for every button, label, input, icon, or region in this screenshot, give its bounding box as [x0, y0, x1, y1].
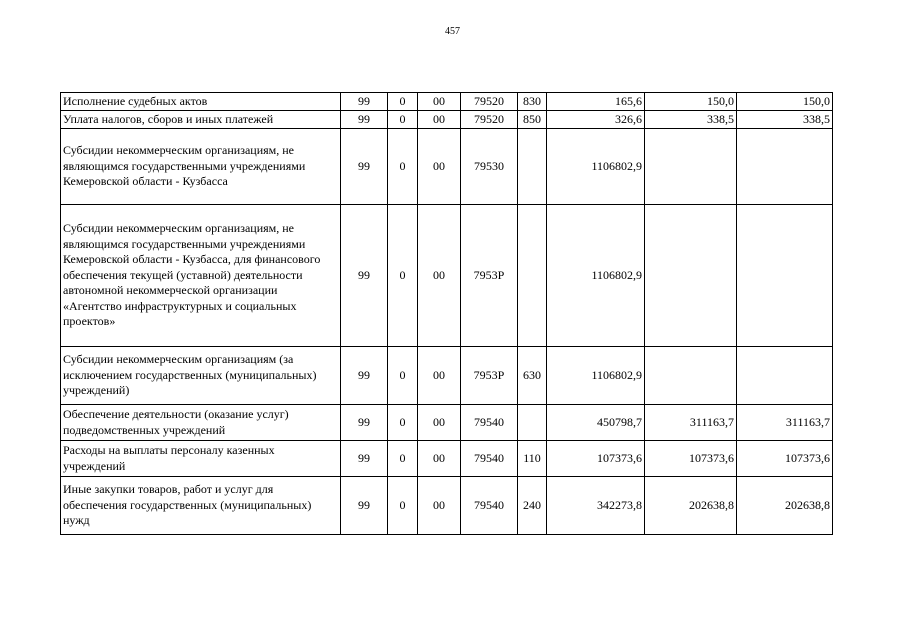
code-3: 00	[418, 93, 461, 111]
code-5	[518, 129, 547, 205]
table-row	[61, 129, 833, 205]
code-1: 99	[341, 441, 388, 477]
value-3: 107373,6	[737, 441, 833, 477]
code-5: 240	[518, 477, 547, 535]
code-4: 79540	[461, 441, 518, 477]
table-row	[61, 405, 833, 441]
code-4: 79540	[461, 405, 518, 441]
row-name: Субсидии некоммерческим организациям (за исключением государственных (муниципальных) учреждений)	[61, 347, 341, 405]
code-1: 99	[341, 129, 388, 205]
value-3: 150,0	[737, 93, 833, 111]
code-5: 110	[518, 441, 547, 477]
value-2	[645, 205, 737, 347]
code-5: 630	[518, 347, 547, 405]
code-3: 00	[418, 441, 461, 477]
value-1: 165,6	[547, 93, 645, 111]
code-3: 00	[418, 405, 461, 441]
row-name: Исполнение судебных актов	[61, 93, 341, 111]
code-2: 0	[388, 93, 418, 111]
code-2: 0	[388, 405, 418, 441]
row-name: Субсидии некоммерческим организациям, не являющимся государственными учреждениями Кемеровской области - Кузбасса, для финансового обеспечения текущей (уставной) деятельности автономной некоммерческой организации «Агентство инфраструктурных и социальных проектов»	[61, 205, 341, 347]
code-1: 99	[341, 347, 388, 405]
code-3: 00	[418, 111, 461, 129]
value-1: 107373,6	[547, 441, 645, 477]
value-1: 1106802,9	[547, 129, 645, 205]
table-row	[61, 347, 833, 405]
code-1: 99	[341, 405, 388, 441]
code-1: 99	[341, 477, 388, 535]
code-3: 00	[418, 477, 461, 535]
row-name: Уплата налогов, сборов и иных платежей	[61, 111, 341, 129]
value-2: 202638,8	[645, 477, 737, 535]
value-1: 326,6	[547, 111, 645, 129]
value-3: 202638,8	[737, 477, 833, 535]
code-4: 79540	[461, 477, 518, 535]
code-3: 00	[418, 347, 461, 405]
code-3: 00	[418, 205, 461, 347]
code-1: 99	[341, 93, 388, 111]
value-3: 338,5	[737, 111, 833, 129]
code-4: 79530	[461, 129, 518, 205]
value-2: 338,5	[645, 111, 737, 129]
value-3	[737, 129, 833, 205]
code-4: 7953Р	[461, 347, 518, 405]
code-1: 99	[341, 205, 388, 347]
code-5: 830	[518, 93, 547, 111]
page-number: 457	[445, 26, 460, 37]
code-5	[518, 205, 547, 347]
value-1: 450798,7	[547, 405, 645, 441]
table-row	[61, 93, 833, 111]
value-1: 342273,8	[547, 477, 645, 535]
value-1: 1106802,9	[547, 205, 645, 347]
row-name: Обеспечение деятельности (оказание услуг) подведомственных учреждений	[61, 405, 341, 441]
table-row	[61, 111, 833, 129]
code-2: 0	[388, 111, 418, 129]
value-2: 311163,7	[645, 405, 737, 441]
row-name: Субсидии некоммерческим организациям, не являющимся государственными учреждениями Кемеровской области - Кузбасса	[61, 129, 341, 205]
row-name: Иные закупки товаров, работ и услуг для обеспечения государственных (муниципальных) нужд	[61, 477, 341, 535]
table-row	[61, 205, 833, 347]
code-1: 99	[341, 111, 388, 129]
value-2: 107373,6	[645, 441, 737, 477]
table-row	[61, 477, 833, 535]
code-4: 79520	[461, 93, 518, 111]
code-2: 0	[388, 347, 418, 405]
code-5: 850	[518, 111, 547, 129]
code-4: 7953Р	[461, 205, 518, 347]
row-name: Расходы на выплаты персоналу казенных учреждений	[61, 441, 341, 477]
code-2: 0	[388, 205, 418, 347]
code-5	[518, 405, 547, 441]
code-2: 0	[388, 441, 418, 477]
code-2: 0	[388, 129, 418, 205]
value-3: 311163,7	[737, 405, 833, 441]
code-4: 79520	[461, 111, 518, 129]
code-3: 00	[418, 129, 461, 205]
value-3	[737, 347, 833, 405]
table-row	[61, 441, 833, 477]
value-2: 150,0	[645, 93, 737, 111]
budget-table	[60, 92, 833, 535]
value-3	[737, 205, 833, 347]
value-1: 1106802,9	[547, 347, 645, 405]
value-2	[645, 129, 737, 205]
code-2: 0	[388, 477, 418, 535]
value-2	[645, 347, 737, 405]
